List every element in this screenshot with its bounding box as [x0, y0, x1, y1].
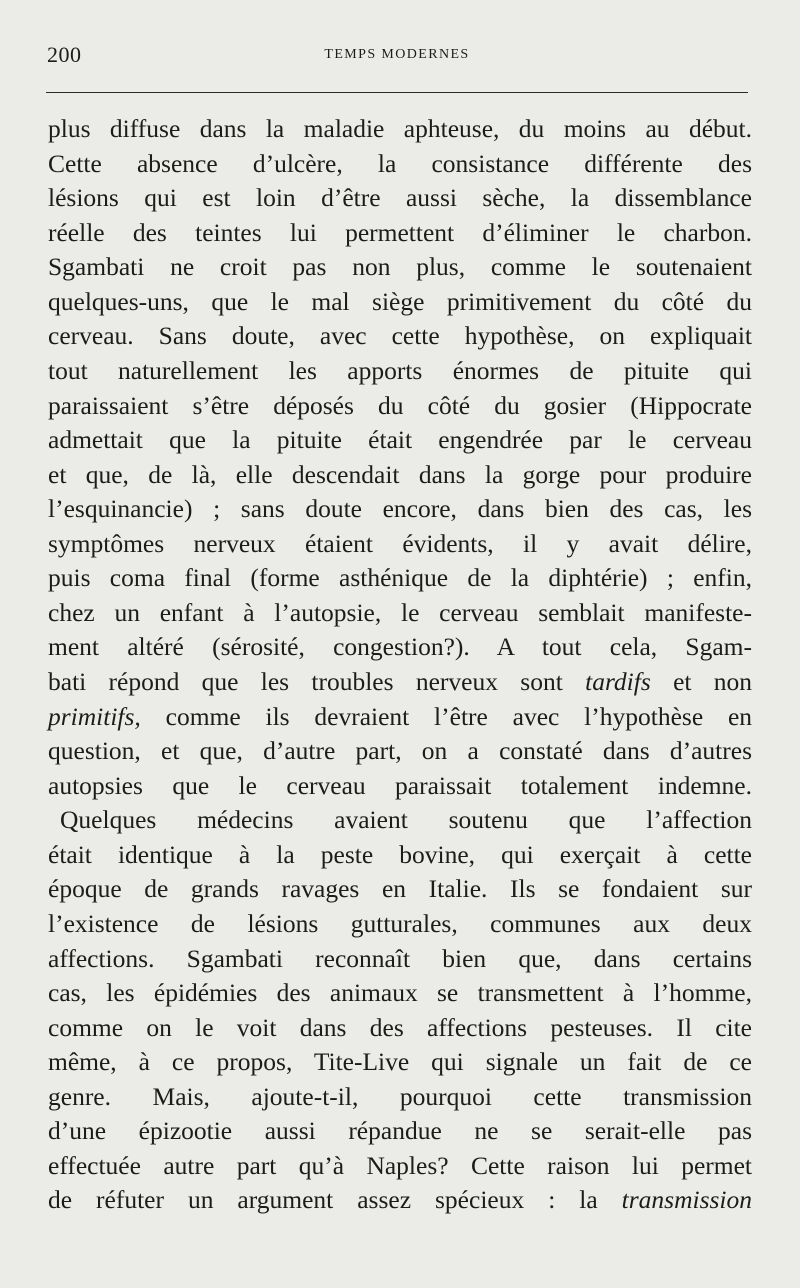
- text-line: symptômes nerveux étaient évidents, il y avait délire,: [48, 528, 752, 558]
- italic-word: primitifs,: [48, 701, 141, 731]
- text-line: même, à ce propos, Tite-Live qui signale un fait de ce: [48, 1047, 752, 1077]
- text-line: question, et que, d’autre part, on a constaté dans d’autres: [48, 736, 752, 766]
- text-line: quelques-uns, que le mal siège primitivement du côté du: [48, 286, 752, 316]
- text-line-with-italics: [48, 700, 752, 735]
- text-line: Cette absence d’ulcère, la consistance différente des: [48, 148, 752, 178]
- text-line: d’une épizootie aussi répandue ne se serait-elle pas: [48, 1116, 752, 1146]
- text-line: époque de grands ravages en Italie. Ils se fondaient sur: [48, 874, 752, 904]
- text-line: cerveau. Sans doute, avec cette hypothèse, on expliquait: [48, 321, 752, 351]
- page-header: [47, 42, 747, 74]
- text-line: était identique à la peste bovine, qui exerçait à cette: [48, 839, 752, 869]
- text-line-with-italics: [48, 1183, 752, 1218]
- text-line: cas, les épidémies des animaux se transmettent à l’homme,: [48, 978, 752, 1008]
- body-text: [48, 112, 752, 1218]
- text-line: genre. Mais, ajoute-t-il, pourquoi cette transmission: [48, 1081, 752, 1111]
- running-title: TEMPS MODERNES: [324, 47, 470, 62]
- text-line: tout naturellement les apports énormes de pituite qui: [48, 355, 752, 385]
- italic-word: transmission: [621, 1185, 753, 1215]
- text-line: lésions qui est loin d’être aussi sèche, la dissemblance: [48, 183, 752, 213]
- text-line: admettait que la pituite était engendrée par le cerveau: [48, 425, 752, 455]
- text-line: l’esquinancie) ; sans doute encore, dans bien des cas, les: [48, 494, 752, 524]
- text-line: comme on le voit dans des affections pesteuses. Il cite: [48, 1012, 752, 1042]
- text-line: chez un enfant à l’autopsie, le cerveau semblait manifeste-: [48, 597, 752, 627]
- text-line: l’existence de lésions gutturales, communes aux deux: [48, 908, 752, 938]
- text-line: Quelques médecins avaient soutenu que l’affection: [60, 805, 752, 835]
- text-line: réelle des teintes lui permettent d’éliminer le charbon.: [48, 217, 752, 247]
- text-line: plus diffuse dans la maladie aphteuse, du moins au début.: [48, 114, 752, 143]
- text-line: ment altéré (sérosité, congestion?). A tout cela, Sgam-: [48, 632, 752, 662]
- text-line: paraissaient s’être déposés du côté du gosier (Hippocrate: [48, 390, 752, 420]
- text-line: et que, de là, elle descendait dans la gorge pour produire: [48, 459, 752, 489]
- text-line-with-italics: [48, 665, 752, 700]
- text-line: autopsies que le cerveau paraissait totalement indemne.: [48, 770, 752, 800]
- page-number: 200: [47, 42, 82, 67]
- text-line: affections. Sgambati reconnaît bien que, dans certains: [48, 943, 752, 973]
- text-segment: comme ils devraient l’être avec l’hypothèse en: [165, 701, 753, 731]
- text-line: Sgambati ne croit pas non plus, comme le soutenaient: [48, 252, 752, 282]
- text-line: effectuée autre part qu’à Naples? Cette raison lui permet: [48, 1150, 752, 1180]
- text-line: puis coma final (forme asthénique de la diphtérie) ; enfin,: [48, 563, 752, 593]
- header-rule: [46, 92, 748, 93]
- text-segment: de réfuter un argument assez spécieux : la: [48, 1185, 598, 1215]
- italic-word: tardifs: [585, 667, 651, 696]
- text-segment: et non: [673, 667, 753, 696]
- text-segment: bati répond que les troubles nerveux sont: [48, 667, 563, 696]
